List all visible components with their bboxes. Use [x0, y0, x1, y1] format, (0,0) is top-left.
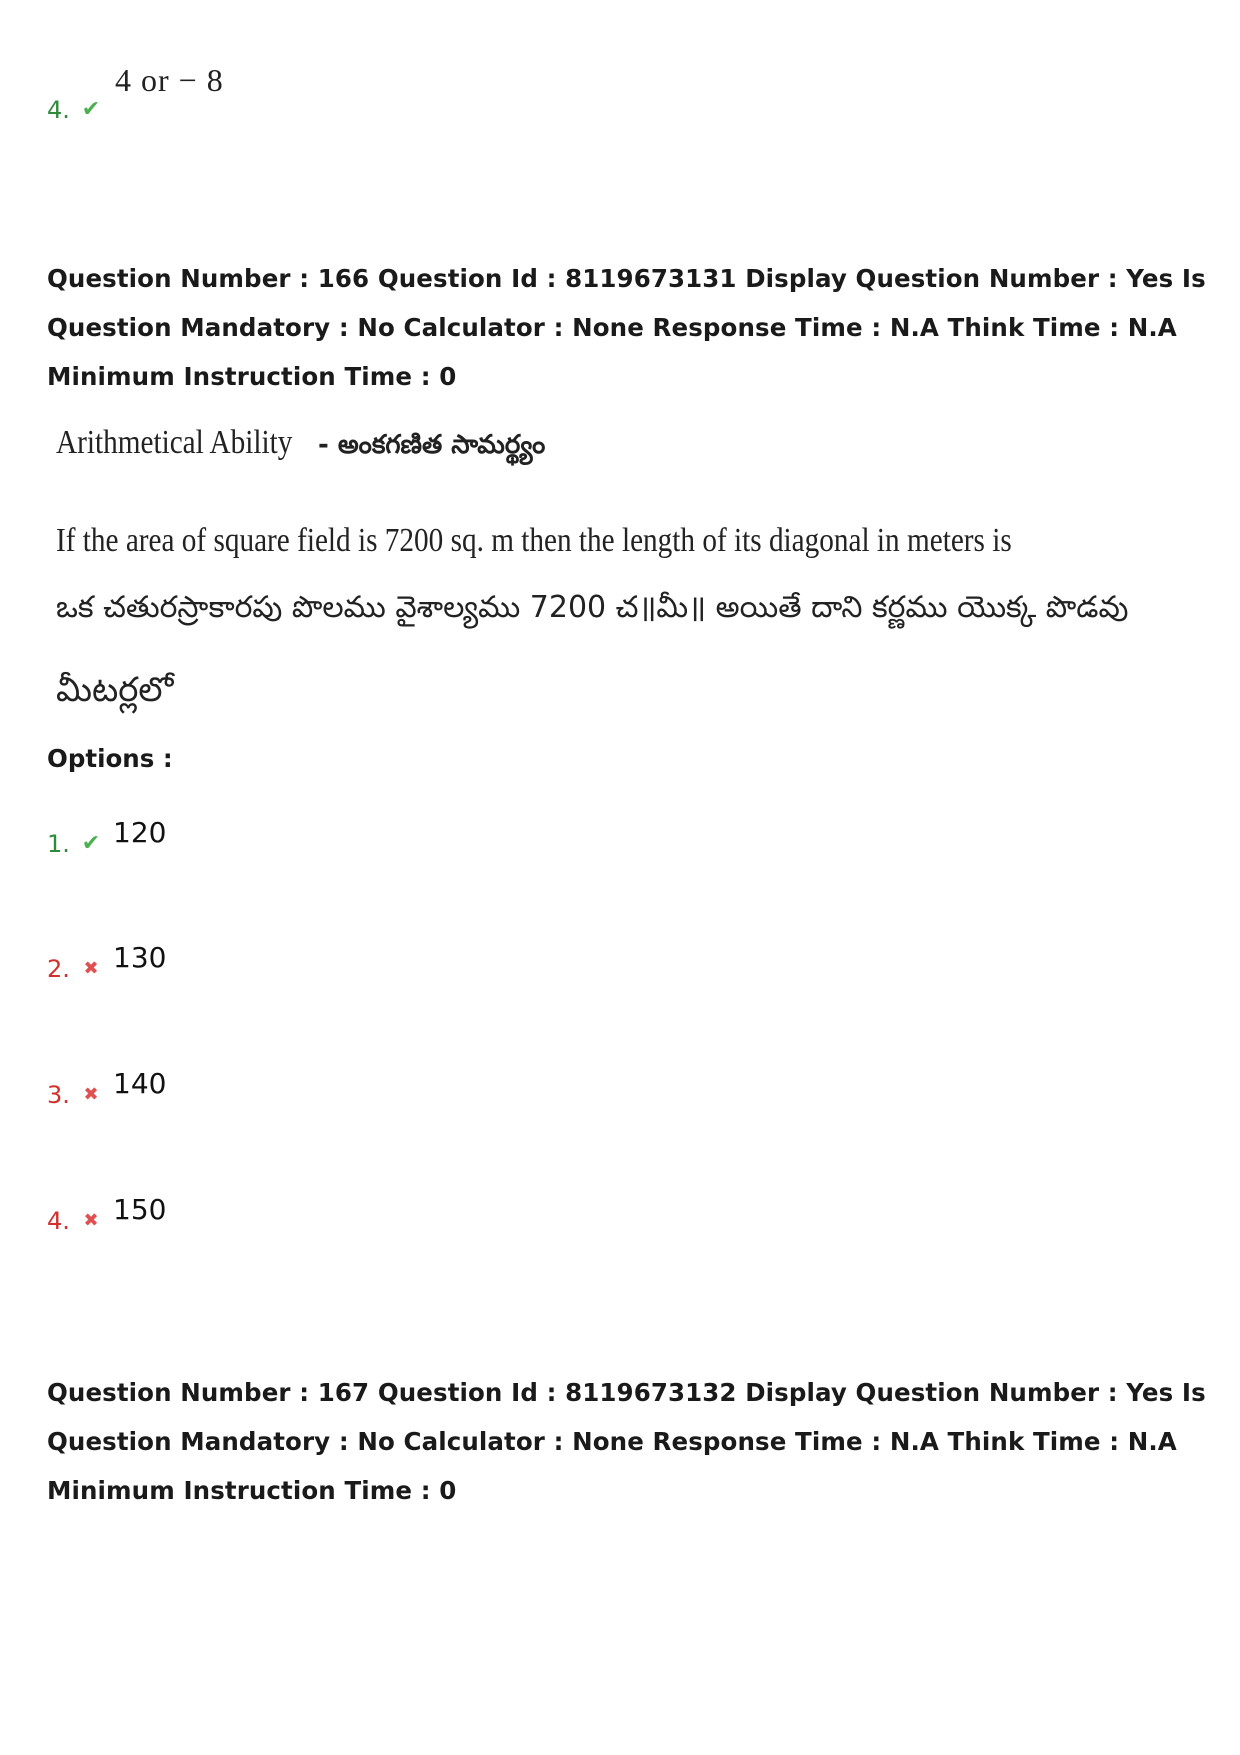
option-number: 4.: [47, 1207, 70, 1235]
question-text-english: If the area of square field is 7200 sq. m then the length of its diagonal in meters is: [56, 522, 1012, 559]
cross-icon: ✖: [83, 1210, 99, 1231]
option-number: 1.: [47, 830, 70, 858]
question-text-telugu-line2: మీటర్లలో: [56, 670, 174, 710]
subject-english: Arithmetical Ability: [56, 424, 293, 461]
question-text-telugu-line1: ఒక చతురస్రాకారపు పొలము వైశాల్యము 7200 చ॥మీ॥ అయితే దాని కర్ణము యొక్క పొడవు: [56, 590, 1129, 625]
cross-icon: ✖: [83, 958, 99, 979]
subject-telugu: - అంకగణిత సామర్థ్యం: [318, 430, 546, 460]
cross-icon: ✖: [83, 1084, 99, 1105]
question-166-meta: Question Number : 166 Question Id : 8119673131 Display Question Number : Yes Is Question Mandatory : No Calculator : None Response Time : N.A Think Time : N.A Minimum Instruction Time : 0: [47, 264, 1206, 391]
check-icon: ✔: [81, 831, 101, 856]
option-value: 140: [113, 1067, 167, 1100]
options-label: Options :: [47, 744, 173, 773]
previous-option-4: [47, 62, 224, 124]
option-4: [47, 1193, 167, 1235]
option-value: 150: [113, 1193, 167, 1226]
question-167-meta: Question Number : 167 Question Id : 8119673132 Display Question Number : Yes Is Question Mandatory : No Calculator : None Response Time : N.A Think Time : N.A Minimum Instruction Time : 0: [47, 1378, 1206, 1505]
option-3: [47, 1067, 167, 1109]
option-number: 4.: [47, 96, 70, 124]
option-value: 130: [113, 941, 167, 974]
option-value: 120: [113, 816, 167, 849]
check-icon: ✔: [81, 97, 101, 122]
option-value: 4 or − 8: [115, 62, 224, 98]
option-1: [47, 816, 167, 858]
option-number: 3.: [47, 1081, 70, 1109]
option-2: [47, 941, 167, 983]
option-number: 2.: [47, 955, 70, 983]
